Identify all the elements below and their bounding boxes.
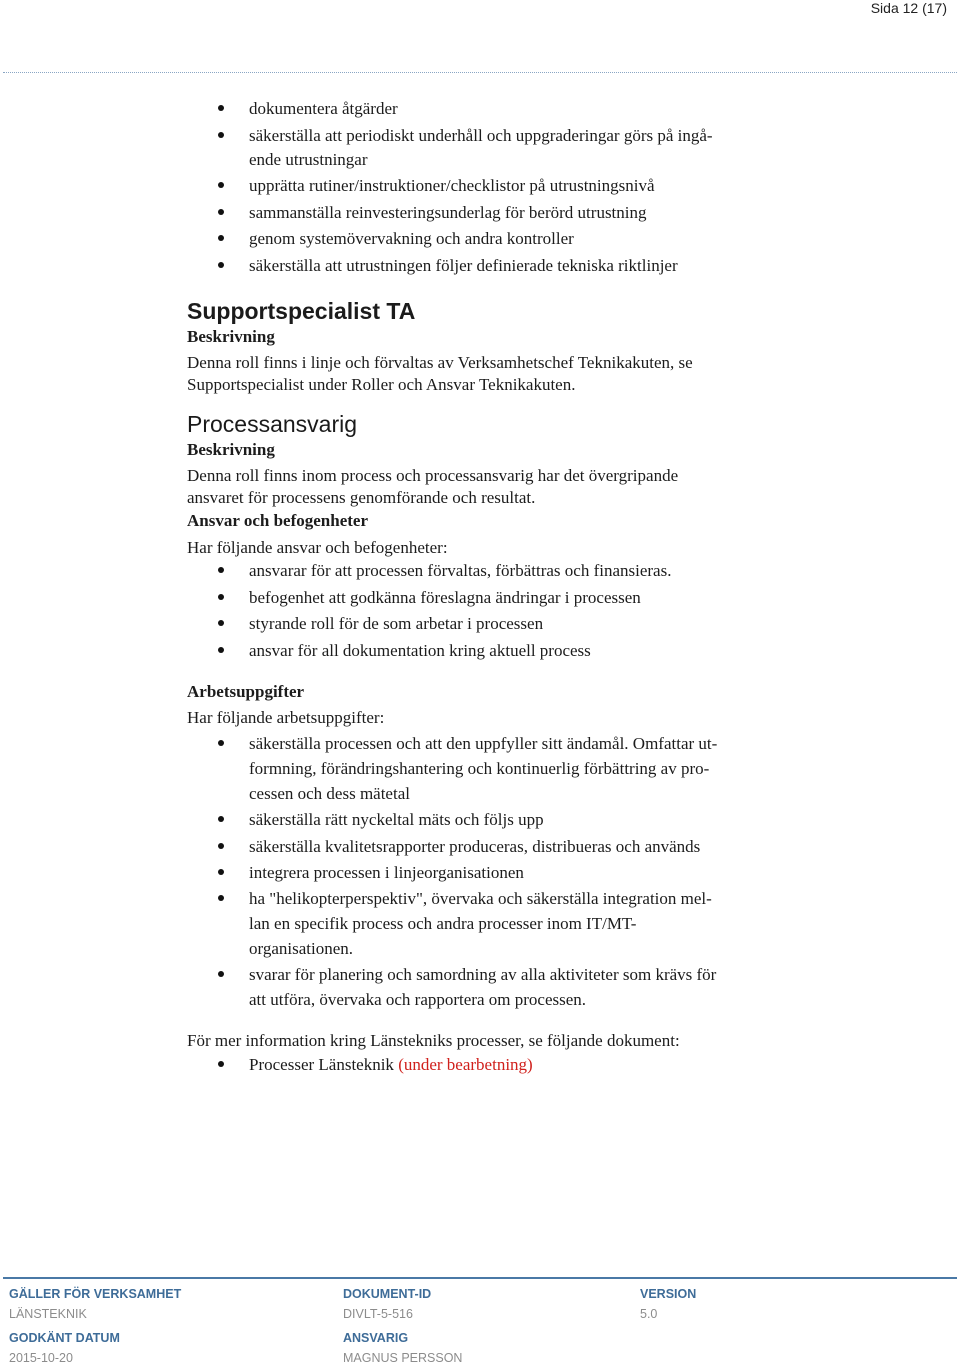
footer-version-label: VERSION xyxy=(640,1287,697,1301)
heading-supportspecialist: Supportspecialist TA xyxy=(187,298,416,324)
list-item: integrera processen i linjeorganisationen xyxy=(218,860,778,885)
list-item-line: organisationen. xyxy=(249,939,354,959)
responsibilities-label: Ansvar och befogenheter xyxy=(187,511,368,530)
process-description-label: Beskrivning xyxy=(187,440,275,459)
documents-list xyxy=(218,1053,778,1077)
list-item-line: ende utrustningar xyxy=(249,149,368,169)
footer-applies-to-label: GÄLLER FÖR VERKSAMHET xyxy=(9,1287,182,1301)
intro-bullet-list xyxy=(218,97,778,281)
footer-approved-date-label: GODKÄNT DATUM xyxy=(9,1331,120,1345)
list-item-line: cessen och dess mätetal xyxy=(249,784,410,803)
list-item: befogenhet att godkänna föreslagna ändringar i processen xyxy=(218,586,778,610)
list-item xyxy=(218,731,778,806)
list-item: ansvar för all dokumentation kring aktuell process xyxy=(218,639,778,663)
list-item: säkerställa kvalitetsrapporter produceras, distribueras och används xyxy=(218,834,778,859)
footer-responsible-value: MAGNUS PERSSON xyxy=(343,1351,463,1365)
list-item-line: lan en specifik process och andra processer inom IT/MT- xyxy=(249,914,637,934)
list-item: sammanställa reinvesteringsunderlag för berörd utrustning xyxy=(218,201,778,225)
heading-processansvarig: Processansvarig xyxy=(187,411,358,437)
support-description-label: Beskrivning xyxy=(187,327,275,346)
list-item-line: ha "helikopterperspektiv", övervaka och säkerställa integration mel- xyxy=(249,889,712,909)
list-item-line: säkerställa processen och att den uppfyller sitt ändamål. Omfattar ut- xyxy=(249,734,718,753)
document-link[interactable]: Processer Länsteknik xyxy=(249,1055,394,1074)
list-item xyxy=(218,124,778,172)
tasks-intro: Har följande arbetsuppgifter: xyxy=(187,708,385,727)
list-item xyxy=(218,962,778,1012)
responsibilities-intro: Har följande ansvar och befogenheter: xyxy=(187,538,448,557)
list-item: säkerställa rätt nyckeltal mäts och följs upp xyxy=(218,807,778,832)
more-info-text: För mer information kring Länstekniks processer, se följande dokument: xyxy=(187,1031,680,1050)
header-divider xyxy=(3,72,957,73)
document-status: (under bearbetning) xyxy=(398,1055,533,1074)
list-item: dokumentera åtgärder xyxy=(218,97,778,121)
list-item: ansvarar för att processen förvaltas, förbättras och finansieras. xyxy=(218,559,778,583)
tasks-label: Arbetsuppgifter xyxy=(187,682,305,701)
list-item xyxy=(218,886,778,961)
process-description xyxy=(187,465,787,509)
paragraph-line: Denna roll finns inom process och processansvarig har det övergripande xyxy=(187,466,679,485)
list-item-line: säkerställa att periodiskt underhåll och uppgraderingar görs på ingå- xyxy=(249,125,713,145)
footer-version-value: 5.0 xyxy=(640,1307,658,1321)
list-item-line: formning, förändringshantering och kontinuerlig förbättring av pro- xyxy=(249,759,710,778)
responsibilities-list xyxy=(218,559,778,665)
list-item: styrande roll för de som arbetar i processen xyxy=(218,612,778,636)
tasks-list xyxy=(218,731,778,1014)
footer-responsible-label: ANSVARIG xyxy=(343,1331,409,1345)
paragraph-line: Denna roll finns i linje och förvaltas av Verksamhetschef Teknikakuten, se xyxy=(187,353,693,372)
paragraph-line: Supportspecialist under Roller och Ansvar Teknikakuten. xyxy=(187,375,576,394)
list-item xyxy=(218,1053,778,1077)
support-description xyxy=(187,352,787,396)
footer-divider xyxy=(3,1277,957,1279)
list-item: säkerställa att utrustningen följer definierade tekniska riktlinjer xyxy=(218,254,778,278)
list-item: genom systemövervakning och andra kontroller xyxy=(218,227,778,251)
footer-approved-date-value: 2015-10-20 xyxy=(9,1351,73,1365)
paragraph-line: ansvaret för processens genomförande och resultat. xyxy=(187,488,536,507)
footer-document-id-value: DIVLT-5-516 xyxy=(343,1307,413,1321)
footer-applies-to-value: LÄNSTEKNIK xyxy=(9,1307,87,1321)
list-item-line: svarar för planering och samordning av alla aktiviteter som krävs för xyxy=(249,965,717,985)
list-item: upprätta rutiner/instruktioner/checklistor på utrustningsnivå xyxy=(218,174,778,198)
page-number: Sida 12 (17) xyxy=(870,0,947,16)
list-item-line: att utföra, övervaka och rapportera om processen. xyxy=(249,990,587,1010)
footer-document-id-label: DOKUMENT-ID xyxy=(343,1287,432,1301)
